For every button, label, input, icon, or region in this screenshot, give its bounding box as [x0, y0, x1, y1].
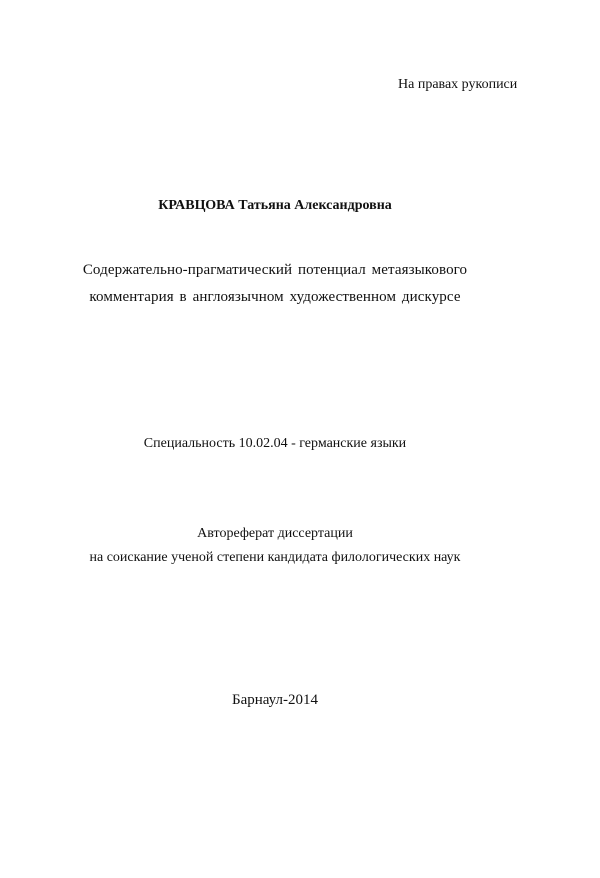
author-name: КРАВЦОВА Татьяна Александровна	[158, 198, 392, 213]
abstract-type-line: Автореферат диссертации	[197, 526, 353, 541]
dissertation-title-line-2: комментария в англоязычном художественном дискурсе	[89, 289, 461, 305]
city-year: Барнаул-2014	[231, 692, 318, 708]
degree-purpose-line: на соискание ученой степени кандидата филологических наук	[89, 550, 461, 565]
rights-note: На правах рукописи	[398, 77, 518, 92]
dissertation-title-line-1: Содержательно-прагматический потенциал метаязыкового	[82, 262, 468, 278]
specialty-line: Специальность 10.02.04 - германские языки	[143, 436, 407, 451]
